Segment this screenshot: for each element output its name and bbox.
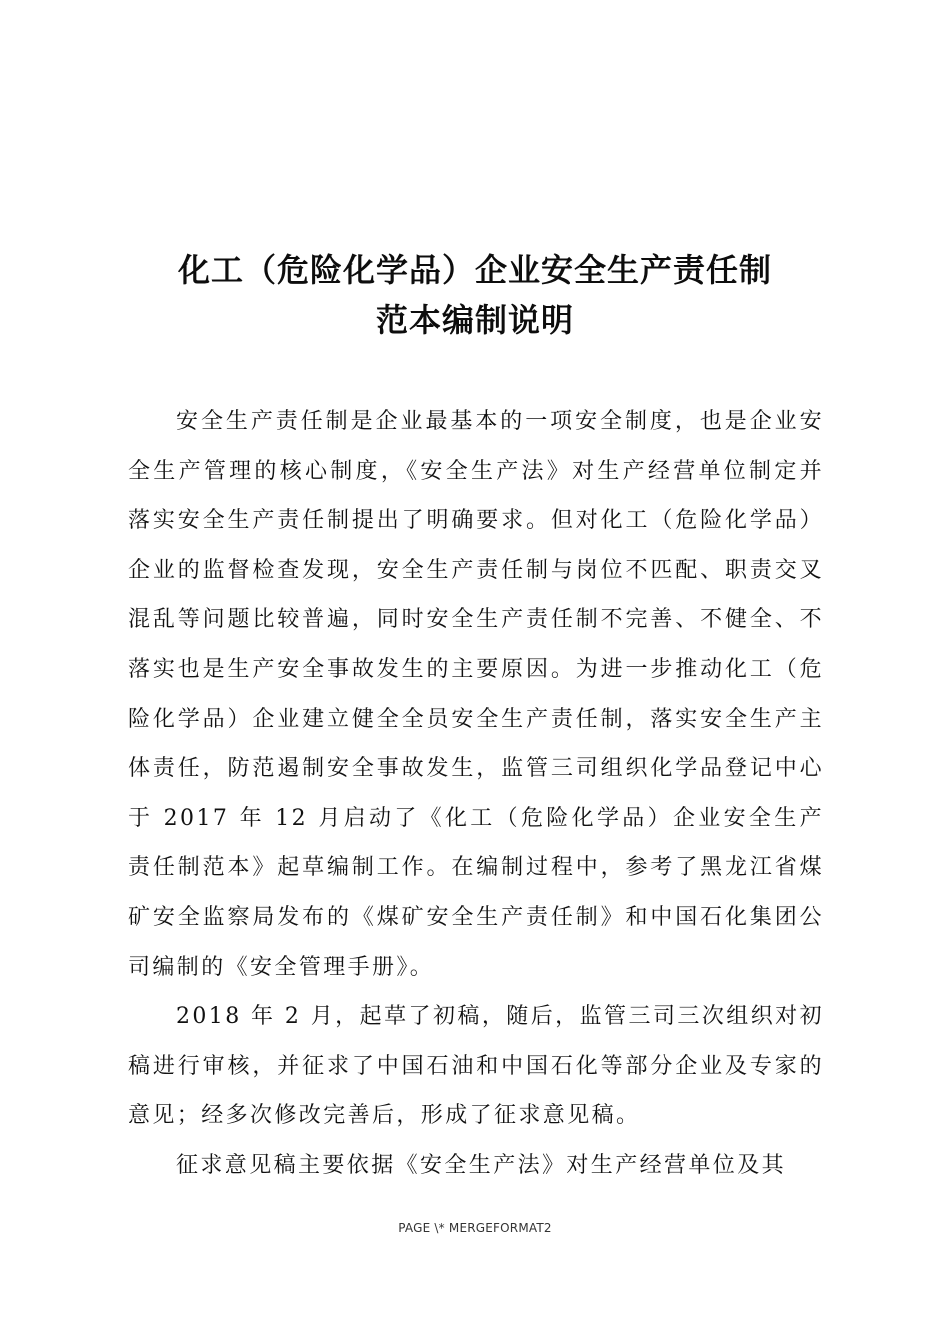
paragraph-3: 征求意见稿主要依据《安全生产法》对生产经营单位及其 [176, 1152, 787, 1178]
paragraph-2: 2018 年 2 月，起草了初稿，随后，监管三司三次组织对初稿进行审核，并征求了中国石油和中国石化等部分企业及专家的意见；经多次修改完善后，形成了征求意见稿。 [128, 1004, 824, 1129]
page-footer: PAGE \* MERGEFORMAT2 [398, 1221, 552, 1235]
document-title [0, 245, 950, 345]
document-body [128, 397, 824, 1191]
title-line-2: 范本编制说明 [375, 301, 574, 339]
paragraph-1: 安全生产责任制是企业最基本的一项安全制度，也是企业安全生产管理的核心制度，《安全生产法》对生产经营单位制定并落实安全生产责任制提出了明确要求。但对化工（危险化学品）企业的监督检查发现，安全生产责任制与岗位不匹配、职责交叉混乱等问题比较普遍，同时安全生产责任制不完善、不健全、不落实也是生产安全事故发生的主要原因。为进一步推动化工（危险化学品）企业建立健全全员安全生产责任制，落实安全生产主体责任，防范遏制安全事故发生，监管三司组织化学品登记中心于 2017 年 12 月启动了《化工（危险化学品）企业安全生产责任制范本》起草编制工作。在编制过程中，参考了黑龙江省煤矿安全监察局发布的《煤矿安全生产责任制》和中国石化集团公司编制的《安全管理手册》。 [128, 409, 824, 980]
title-line-1: 化工（危险化学品）企业安全生产责任制 [177, 251, 772, 289]
